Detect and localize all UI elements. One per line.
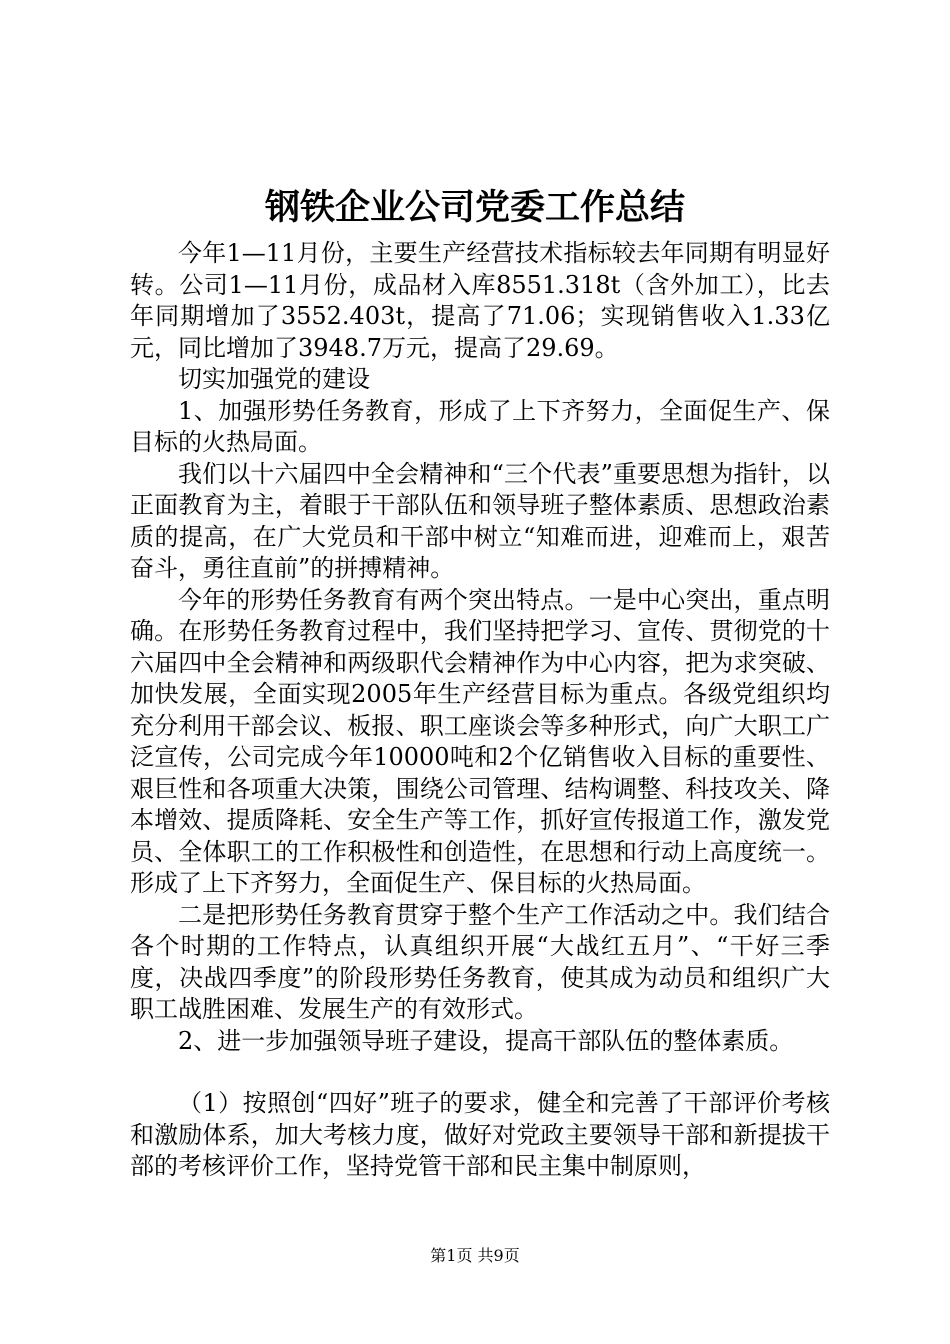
paragraph-item-1-heading: 1、加强形势任务教育，形成了上下齐努力，全面促生产、保目标的火热局面。 — [130, 396, 830, 456]
paragraph-section-heading: 切实加强党的建设 — [178, 365, 370, 393]
paragraph-four-good-team: （1）按照创“四好”班子的要求，健全和完善了干部评价考核和激励体系，加大考核力度，做好对党政主要领导干部和新提拔干部的考核评价工作，坚持党管干部和民主集中制原则， — [130, 1089, 830, 1180]
paragraph-sales-summary: 今年1—11月份，主要生产经营技术指标较去年同期有明显好转。公司1—11月份，成品材入库8551.318t（含外加工），比去年同期增加了3552.403t，提高了71.06；实现销售收入1.33亿元，同比增加了3948.7万元，提高了29.69。 — [130, 239, 830, 362]
paragraph-education-throughout: 二是把形势任务教育贯穿于整个生产工作活动之中。我们结合各个时期的工作特点，认真组织开展“大战红五月”、“干好三季度，决战四季度”的阶段形势任务教育，使其成为动员和组织广大职工战胜困难、发展生产的有效形式。 — [130, 900, 830, 1023]
document-body — [130, 238, 830, 1183]
paragraph-item-2-heading: 2、进一步加强领导班子建设，提高干部队伍的整体素质。 — [178, 1026, 794, 1055]
document-title: 钢铁企业公司党委工作总结 — [264, 187, 685, 228]
paragraph-education-features: 今年的形势任务教育有两个突出特点。一是中心突出，重点明确。在形势任务教育过程中，我们坚持把学习、宣传、贯彻党的十六届四中全会精神和两级职代会精神作为中心内容，把为求突破、加快发展，全面实现2005年生产经营目标为重点。各级党组织均充分利用干部会议、板报、职工座谈会等多种形式，向广大职工广泛宣传，公司完成今年10000吨和2个亿销售收入目标的重要性、艰巨性和各项重大决策，围绕公司管理、结构调整、科技攻关、降本增效、提质降耗、安全生产等工作，抓好宣传报道工作，激发党员、全体职工的工作积极性和创造性，在思想和行动上高度统一。形成了上下齐努力，全面促生产、保目标的火热局面。 — [130, 585, 830, 897]
page-footer: 第1页 共9页 — [430, 1246, 520, 1265]
paragraph-guiding-thought: 我们以十六届四中全会精神和“三个代表”重要思想为指针，以正面教育为主，着眼于干部队伍和领导班子整体素质、思想政治素质的提高，在广大党员和干部中树立“知难而进，迎难而上，艰苦奋斗，勇往直前”的拼搏精神。 — [130, 459, 830, 582]
